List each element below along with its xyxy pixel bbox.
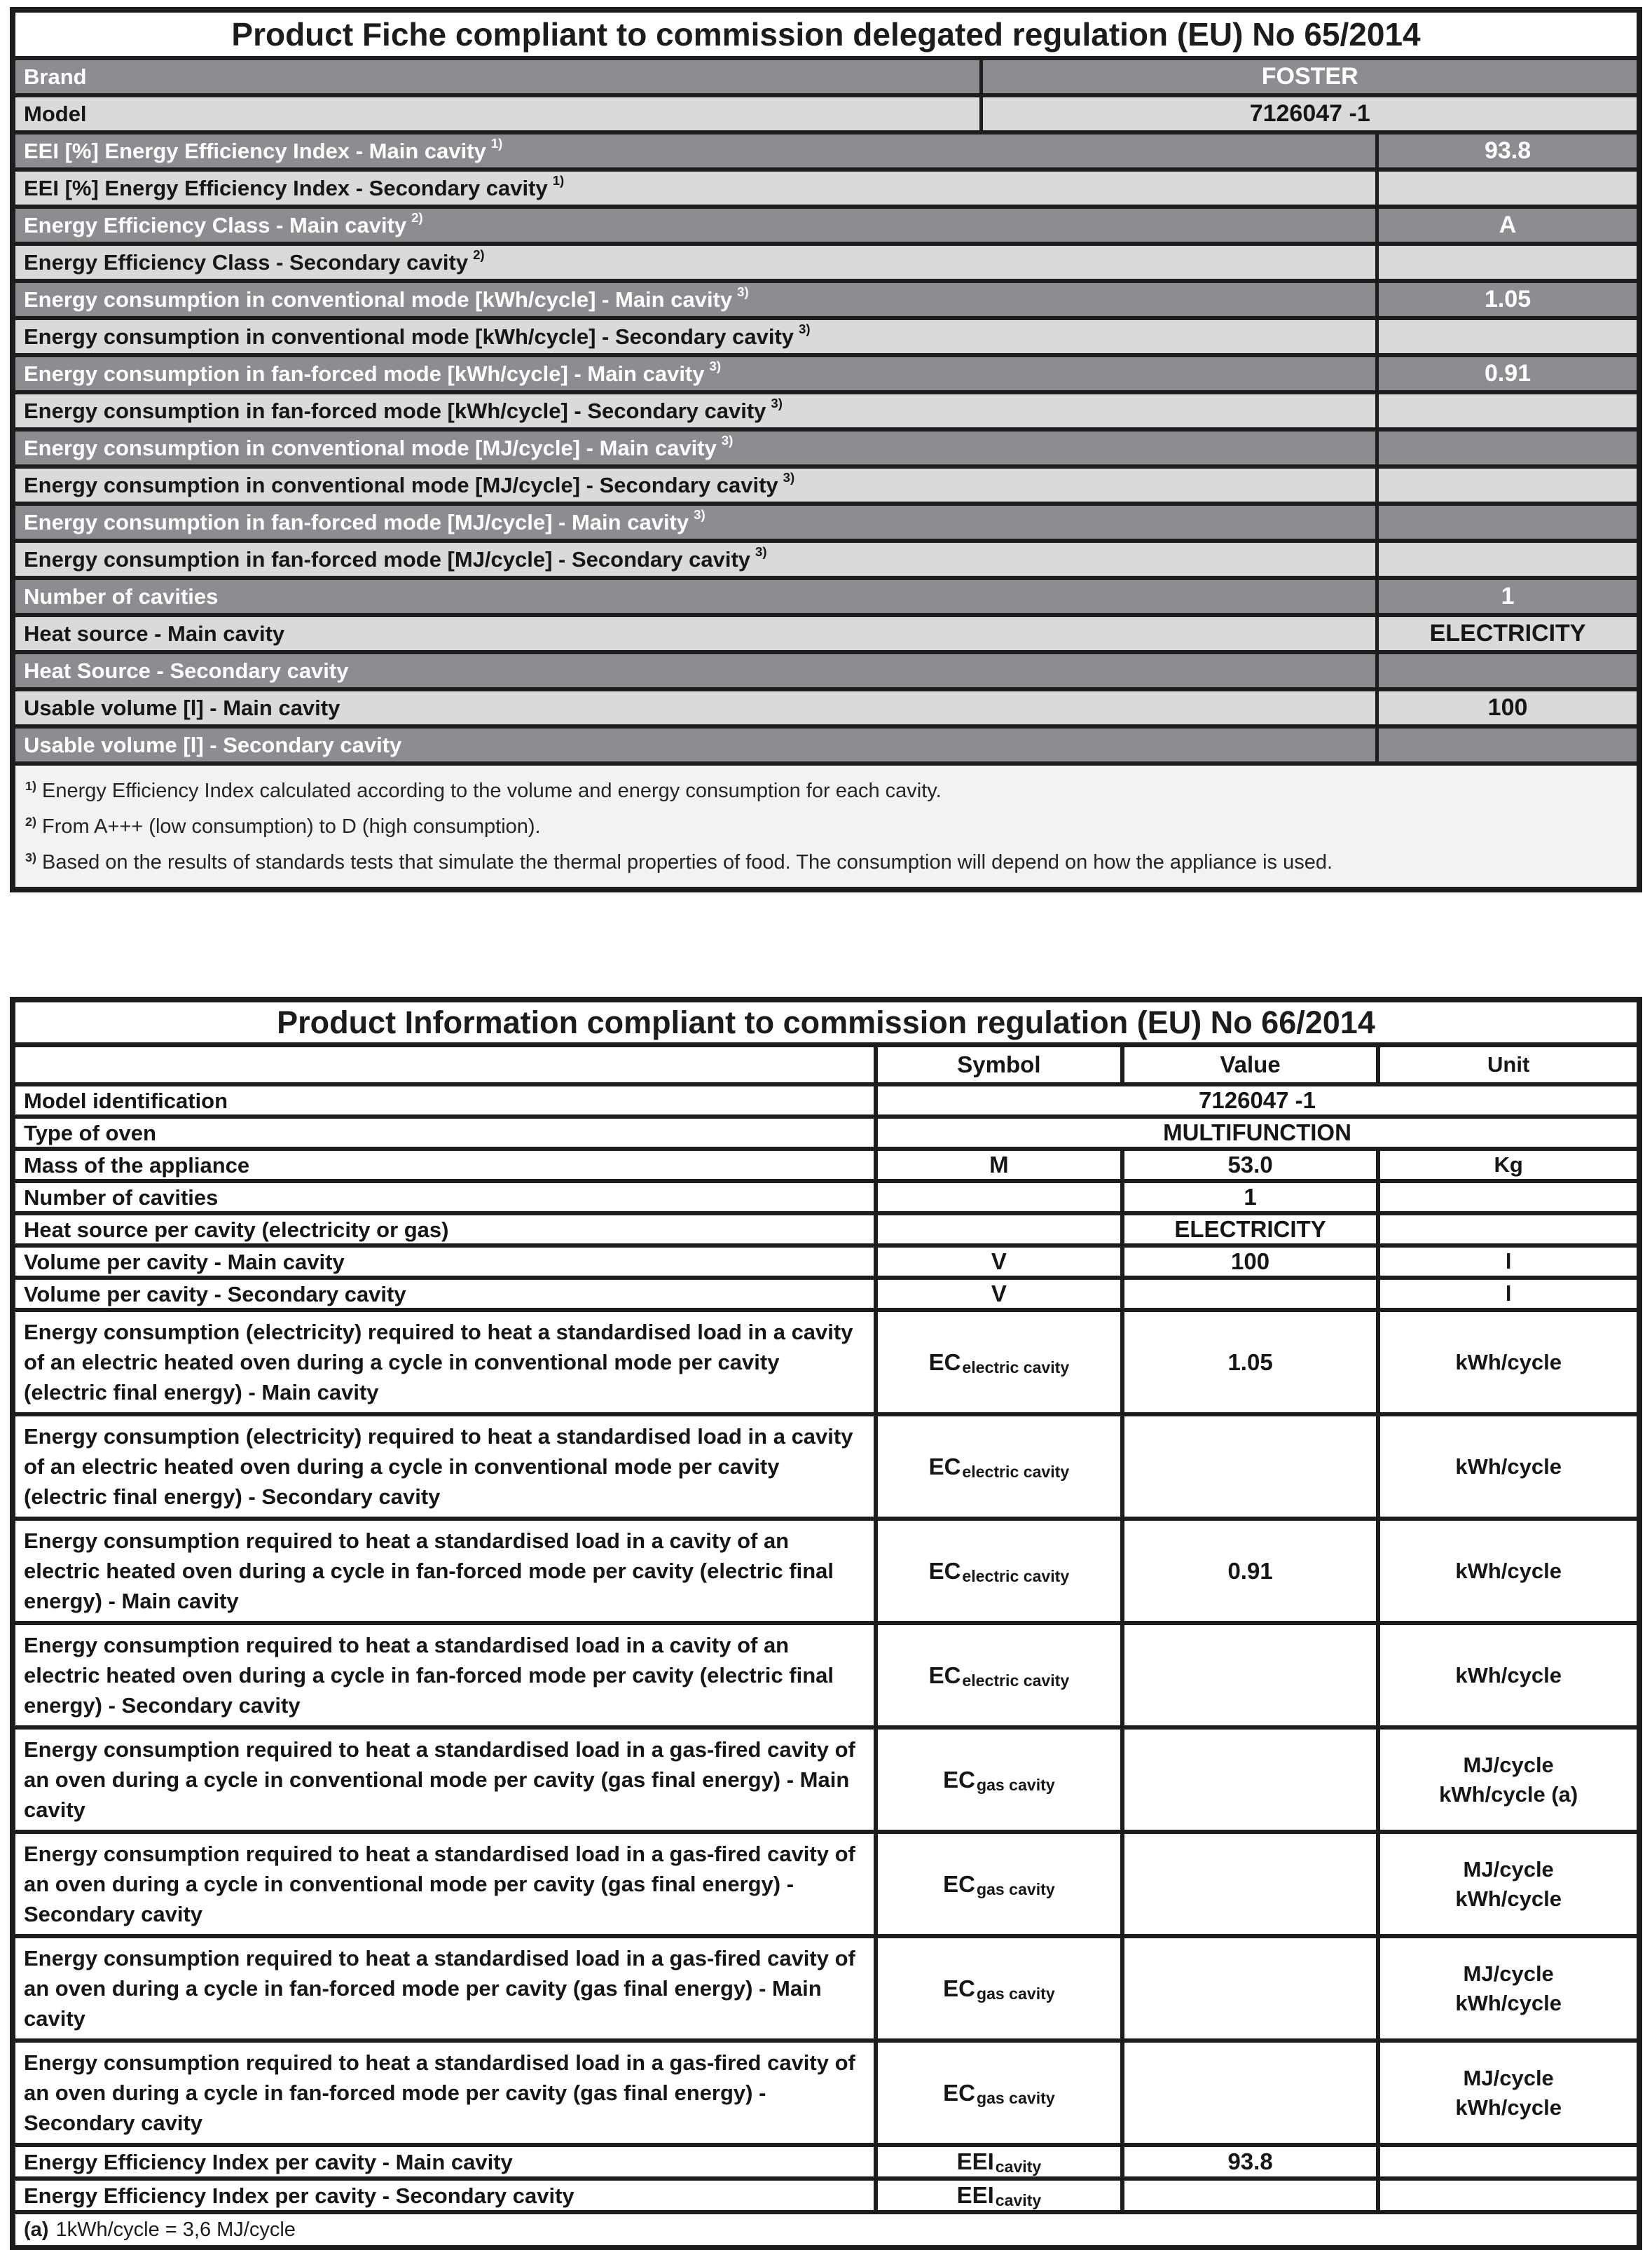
row-value: 53.0 <box>1124 1151 1381 1179</box>
row-value: 0.91 <box>1484 360 1531 387</box>
row-value: 1.05 <box>1484 286 1531 312</box>
row-label: Mass of the appliance <box>15 1151 878 1179</box>
info-row-ec-gas-fan-main <box>15 1938 1637 2043</box>
row-label: Heat Source - Secondary cavity <box>15 654 1379 687</box>
fiche-row-conv-kwh-secondary <box>15 320 1637 357</box>
row-label: Heat source per cavity (electricity or gas) <box>15 1215 878 1243</box>
info-row-eei-secondary <box>15 2181 1637 2214</box>
row-value <box>1379 320 1637 353</box>
row-label: Energy Efficiency Index per cavity - Main cavity <box>15 2147 878 2176</box>
info-row-ec-gas-conv-secondary <box>15 1834 1637 1938</box>
row-value <box>1379 394 1637 427</box>
row-unit: MJ/cycle kWh/cycle <box>1455 2065 1562 2120</box>
row-label: Energy consumption (electricity) required to heat a standardised load in a cavity of an electric heated oven during a cycle in conventional mode per cavity (electric final energy) - Main cavity <box>15 1312 878 1412</box>
row-unit: kWh/cycle <box>1455 1662 1562 1688</box>
row-value: 0.91 <box>1124 1521 1381 1621</box>
info-row-mass <box>15 1151 1637 1183</box>
row-label: Energy consumption required to heat a standardised load in a gas-fired cavity of an oven during a cycle in conventional mode per cavity (gas final energy) - Secondary cavity <box>15 1834 878 1934</box>
row-symbol: M <box>878 1151 1124 1179</box>
row-value <box>1379 432 1637 464</box>
symbol-subscript: gas cavity <box>976 1879 1055 1898</box>
row-symbol: V <box>878 1280 1124 1308</box>
row-label: Energy consumption in fan-forced mode [MJ/cycle] - Secondary cavity 3) <box>15 543 1379 576</box>
row-label: Energy consumption required to heat a standardised load in a cavity of an electric heated oven during a cycle in fan-forced mode per cavity (electric final energy) - Secondary cavity <box>15 1625 878 1725</box>
row-unit: kWh/cycle <box>1455 1558 1562 1583</box>
row-symbol <box>878 1183 1124 1211</box>
row-value <box>1379 506 1637 539</box>
row-merged-value: 7126047 -1 <box>1199 1087 1316 1113</box>
info-row-ec-fan-secondary <box>15 1625 1637 1730</box>
row-unit: kWh/cycle <box>1455 1454 1562 1479</box>
fiche-row-heat-source-secondary <box>15 654 1637 691</box>
row-label: Energy consumption in fan-forced mode [MJ/cycle] - Main cavity 3) <box>15 506 1379 539</box>
row-label: Energy Efficiency Class - Secondary cavity 2) <box>15 246 1379 279</box>
row-value: ELECTRICITY <box>1429 620 1586 647</box>
row-value <box>1379 654 1637 687</box>
row-value <box>1379 543 1637 576</box>
info-row-eei-main <box>15 2147 1637 2181</box>
row-label: Energy consumption in conventional mode [MJ/cycle] - Main cavity 3) <box>15 432 1379 464</box>
info-footer-note: (a) 1kWh/cycle = 3,6 MJ/cycle <box>15 2214 1637 2245</box>
row-label: Volume per cavity - Main cavity <box>15 1248 878 1276</box>
footnote-marker: 1) <box>490 136 503 151</box>
fiche-row-conv-mj-main <box>15 432 1637 469</box>
symbol-subscript: gas cavity <box>976 1984 1055 2003</box>
footnote-marker: 3) <box>25 850 36 865</box>
fiche-row-brand <box>15 60 1637 97</box>
fiche-row-usable-volume-main <box>15 691 1637 729</box>
row-unit: Kg <box>1494 1152 1523 1177</box>
row-label: Energy Efficiency Index per cavity - Secondary cavity <box>15 2181 878 2210</box>
row-label: Number of cavities <box>15 580 1379 613</box>
fiche-table <box>10 7 1642 892</box>
row-value: ELECTRICITY <box>1124 1215 1381 1243</box>
row-value: 1 <box>1124 1183 1381 1211</box>
row-value <box>1124 1625 1381 1725</box>
fiche-row-heat-source-main <box>15 617 1637 654</box>
row-symbol: EEI cavity <box>878 2181 1124 2210</box>
row-label: Volume per cavity - Secondary cavity <box>15 1280 878 1308</box>
row-label: Model identification <box>15 1086 878 1114</box>
row-label: Energy consumption in fan-forced mode [kWh/cycle] - Secondary cavity 3) <box>15 394 1379 427</box>
symbol-subscript: gas cavity <box>976 1775 1055 1794</box>
info-row-ec-conv-main <box>15 1312 1637 1416</box>
footnote-marker: 3) <box>709 359 722 374</box>
row-value: 93.8 <box>1484 137 1531 164</box>
row-unit: MJ/cycle kWh/cycle <box>1455 1961 1562 2015</box>
row-label: Energy consumption required to heat a standardised load in a gas-fired cavity of an oven during a cycle in conventional mode per cavity (gas final energy) - Main cavity <box>15 1730 878 1830</box>
row-label: Energy consumption required to heat a standardised load in a gas-fired cavity of an oven during a cycle in fan-forced mode per cavity (gas final energy) - Main cavity <box>15 1938 878 2038</box>
row-symbol: EEI cavity <box>878 2147 1124 2176</box>
fiche-row-conv-mj-secondary <box>15 469 1637 506</box>
row-value: 100 <box>1487 694 1528 721</box>
symbol-subscript: electric cavity <box>962 1566 1070 1585</box>
row-unit: l <box>1505 1281 1512 1306</box>
row-unit <box>1380 2181 1637 2210</box>
row-symbol: EC gas cavity <box>878 1834 1124 1934</box>
product-information-table <box>10 997 1642 2250</box>
row-value <box>1124 1416 1381 1517</box>
row-label: Energy consumption required to heat a standardised load in a gas-fired cavity of an oven during a cycle in fan-forced mode per cavity (gas final energy) - Secondary cavity <box>15 2043 878 2143</box>
footnote-marker: 3) <box>694 507 705 523</box>
row-label: Usable volume [l] - Secondary cavity <box>15 729 1379 761</box>
symbol-subscript: electric cavity <box>962 1462 1070 1481</box>
row-value: 7126047 -1 <box>1249 100 1370 127</box>
symbol-subscript: gas cavity <box>976 2088 1055 2107</box>
row-label: EEI [%] Energy Efficiency Index - Secondary cavity 1) <box>15 172 1379 205</box>
info-row-ec-gas-conv-main <box>15 1730 1637 1834</box>
info-row-volume-main <box>15 1248 1637 1280</box>
row-unit: kWh/cycle <box>1455 1349 1562 1374</box>
row-label: Energy consumption (electricity) required to heat a standardised load in a cavity of an electric heated oven during a cycle in conventional mode per cavity (electric final energy) - Secondary cavity <box>15 1416 878 1517</box>
row-value: 100 <box>1124 1248 1381 1276</box>
row-label: Brand <box>15 60 983 93</box>
fiche-row-eei-secondary <box>15 172 1637 209</box>
info-row-type-of-oven <box>15 1119 1637 1151</box>
row-label: EEI [%] Energy Efficiency Index - Main cavity 1) <box>15 134 1379 167</box>
row-symbol: EC electric cavity <box>878 1625 1124 1725</box>
row-value <box>1124 1280 1381 1308</box>
fiche-title: Product Fiche compliant to commission delegated regulation (EU) No 65/2014 <box>15 13 1637 60</box>
row-label: Energy Efficiency Class - Main cavity 2) <box>15 209 1379 242</box>
row-label: Energy consumption required to heat a standardised load in a cavity of an electric heated oven during a cycle in fan-forced mode per cavity (electric final energy) - Main cavity <box>15 1521 878 1621</box>
header-unit: Unit <box>1487 1052 1530 1077</box>
symbol-subscript: electric cavity <box>962 1358 1070 1376</box>
row-value: A <box>1499 212 1517 238</box>
row-value <box>1379 469 1637 502</box>
row-unit: l <box>1505 1249 1512 1274</box>
info-row-ec-gas-fan-secondary <box>15 2043 1637 2147</box>
footnote-marker: 3) <box>771 396 783 411</box>
fiche-row-fan-kwh-secondary <box>15 394 1637 432</box>
row-symbol <box>878 1215 1124 1243</box>
footnote-3: $^{3)}$ Based on the results of standards tests that simulate the thermal properties of food. The consumption will depend on how the appliance is used. <box>25 850 1333 874</box>
row-value <box>1379 172 1637 205</box>
row-label: Energy consumption in conventional mode [MJ/cycle] - Secondary cavity 3) <box>15 469 1379 502</box>
fiche-row-class-secondary <box>15 246 1637 283</box>
footnote-marker: 3) <box>721 433 734 448</box>
fiche-row-fan-mj-main <box>15 506 1637 543</box>
row-label: Number of cavities <box>15 1183 878 1211</box>
header-empty <box>15 1047 878 1082</box>
fiche-row-fan-mj-secondary <box>15 543 1637 580</box>
footnote-2: $^{2)}$ From A+++ (low consumption) to D (high consumption). <box>25 815 541 838</box>
row-unit: MJ/cycle kWh/cycle (a) <box>1439 1752 1578 1807</box>
fiche-row-model <box>15 97 1637 134</box>
footer-marker: (a) <box>24 2218 49 2241</box>
row-value: 1 <box>1501 583 1515 609</box>
footnote-marker: 3) <box>799 322 811 337</box>
row-value <box>1124 1730 1381 1830</box>
symbol-subscript: cavity <box>995 2158 1042 2176</box>
footnote-marker: 3) <box>755 544 767 560</box>
footnote-marker: 2) <box>473 247 485 263</box>
row-unit <box>1380 1215 1637 1243</box>
info-row-number-of-cavities <box>15 1183 1637 1215</box>
footnote-marker: 2) <box>411 210 423 226</box>
fiche-footnotes <box>15 766 1637 887</box>
row-symbol: EC electric cavity <box>878 1312 1124 1412</box>
fiche-row-class-main <box>15 209 1637 246</box>
row-value: FOSTER <box>1261 63 1358 90</box>
info-row-ec-conv-secondary <box>15 1416 1637 1521</box>
row-symbol: V <box>878 1248 1124 1276</box>
footnote-marker: 1) <box>25 779 36 794</box>
row-value: 1.05 <box>1124 1312 1381 1412</box>
info-row-volume-secondary <box>15 1280 1637 1312</box>
row-unit: MJ/cycle kWh/cycle <box>1455 1856 1562 1911</box>
footnote-marker: 3) <box>783 470 795 485</box>
fiche-row-eei-main <box>15 134 1637 172</box>
row-symbol: EC gas cavity <box>878 1938 1124 2038</box>
info-header-row <box>15 1047 1637 1086</box>
fiche-row-number-of-cavities <box>15 580 1637 617</box>
row-symbol: EC electric cavity <box>878 1521 1124 1621</box>
row-label: Heat source - Main cavity <box>15 617 1379 650</box>
fiche-row-fan-kwh-main <box>15 357 1637 394</box>
row-symbol: EC electric cavity <box>878 1416 1124 1517</box>
row-value <box>1124 1834 1381 1934</box>
row-value <box>1124 1938 1381 2038</box>
footnote-marker: 1) <box>552 173 565 188</box>
fiche-row-usable-volume-secondary <box>15 729 1637 766</box>
info-row-model-identification <box>15 1086 1637 1119</box>
footnote-1: $^{1)}$ Energy Efficiency Index calculated according to the volume and energy consumption for each cavity. <box>25 779 942 802</box>
footnote-marker: 3) <box>737 284 749 300</box>
row-unit <box>1380 2147 1637 2176</box>
row-label: Energy consumption in conventional mode [kWh/cycle] - Main cavity 3) <box>15 283 1379 316</box>
info-row-ec-fan-main <box>15 1521 1637 1625</box>
row-unit <box>1380 1183 1637 1211</box>
info-row-heat-source <box>15 1215 1637 1248</box>
row-value <box>1124 2043 1381 2143</box>
row-value <box>1379 729 1637 761</box>
symbol-subscript: cavity <box>995 2191 1042 2210</box>
row-merged-value: MULTIFUNCTION <box>1163 1119 1351 1145</box>
row-symbol: EC gas cavity <box>878 2043 1124 2143</box>
row-label: Energy consumption in conventional mode [kWh/cycle] - Secondary cavity 3) <box>15 320 1379 353</box>
row-value <box>1379 246 1637 279</box>
row-label: Usable volume [l] - Main cavity <box>15 691 1379 724</box>
row-label: Energy consumption in fan-forced mode [kWh/cycle] - Main cavity 3) <box>15 357 1379 390</box>
header-value: Value <box>1124 1047 1381 1082</box>
info-title: Product Information compliant to commission regulation (EU) No 66/2014 <box>15 1002 1637 1047</box>
row-value <box>1124 2181 1381 2210</box>
header-symbol: Symbol <box>878 1047 1124 1082</box>
fiche-row-conv-kwh-main <box>15 283 1637 320</box>
symbol-subscript: electric cavity <box>962 1671 1070 1690</box>
row-value: 93.8 <box>1124 2147 1381 2176</box>
row-label: Type of oven <box>15 1119 878 1147</box>
row-label: Model <box>15 97 983 130</box>
row-symbol: EC gas cavity <box>878 1730 1124 1830</box>
footnote-marker: 2) <box>25 815 36 829</box>
